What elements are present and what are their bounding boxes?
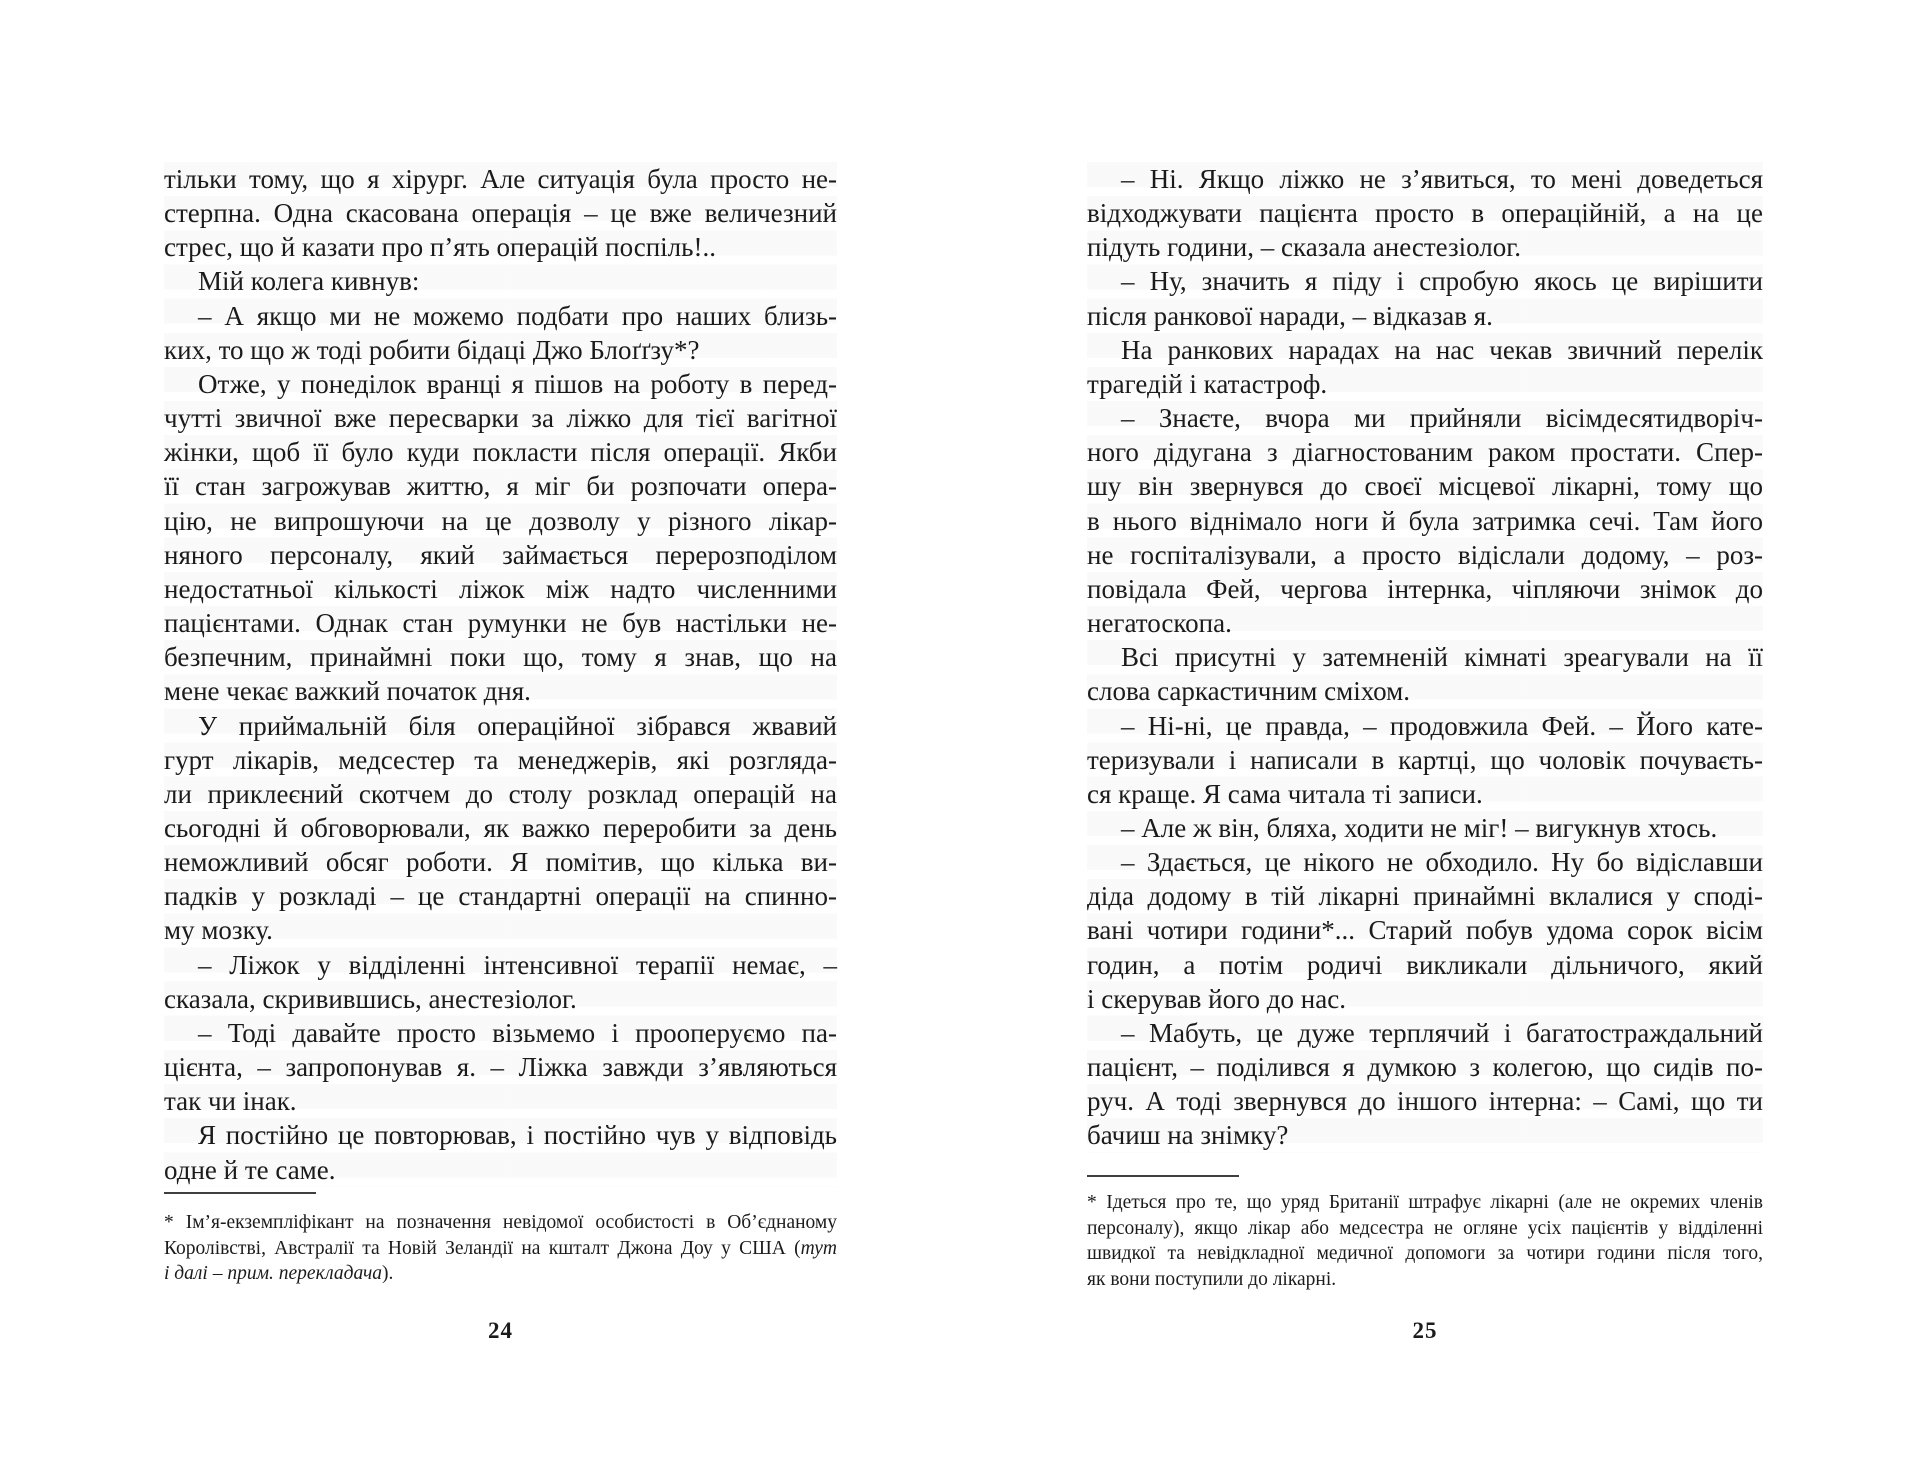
text-line: – Ні-ні, це правда, – продовжила Фей. – Його кате- (1121, 710, 1763, 741)
text-line: повідала Фей, чергова інтернка, чіпляючи знімок до (1087, 573, 1763, 604)
text-line: Всі присутні у затемненій кімнаті зреагували на її (1121, 642, 1763, 673)
text-line: і скерував його до нас. (1087, 983, 1346, 1014)
text-line: ких, то що ж тоді робити бідаці Джо Блоґґзу*? (164, 334, 700, 365)
text-line: в нього віднімало ноги й була затримка сечі. Там його (1087, 505, 1763, 536)
text-line: – Знаєте, вчора ми прийняли вісімдесятидворіч- (1121, 403, 1763, 434)
footnote-text (164, 1210, 837, 1287)
text-line: трагедій і катастроф. (1087, 368, 1328, 399)
text-line: недостатньої кількості ліжок між надто численними (164, 573, 837, 604)
text-line: її стан загрожував життю, я міг би розпочати опера- (164, 471, 837, 502)
text-line: підуть години, – сказала анестезіолог. (1087, 232, 1522, 263)
text-line: ли приклеєний скотчем до столу розклад операцій на (164, 778, 837, 809)
text-line: Королівстві, Австралії та Новій Зеландії на кшталт Джона Доу у США (тут (164, 1237, 837, 1259)
text-line: руч. А тоді звернувся до іншого інтерна: – Самі, що ти (1087, 1086, 1763, 1117)
text-line: няного персоналу, який займається перерозподілом (164, 539, 837, 570)
text-line: бачиш на знімку? (1087, 1120, 1289, 1151)
text-line: швидкої та невідкладної медичної допомоги за чотири години після того, (1087, 1243, 1763, 1264)
text-line: персоналу), якщо лікар або медсестра не огляне усіх пацієнтів у відділенні (1087, 1217, 1763, 1239)
text-line: шу він звернувся до своєї місцевої лікарні, тому що (1087, 471, 1763, 502)
text-line: одне й те саме. (164, 1154, 336, 1185)
text-line: не госпіталізували, а просто відіслали додому, – роз- (1087, 539, 1763, 570)
text-line: пацієнт, – поділився я думкою з колегою, що сидів по- (1087, 1052, 1763, 1083)
text-line: вані чотири години*... Старий побув удома сорок вісім (1087, 915, 1763, 946)
page-left (164, 162, 837, 1442)
text-line: ся краще. Я сама читала ті записи. (1087, 778, 1483, 809)
text-line: так чи інак. (164, 1086, 297, 1117)
text-line: ного дідугана з діагностованим раком простати. Спер- (1087, 437, 1763, 468)
text-line: – Ні. Якщо ліжко не з’явиться, то мені доведеться (1121, 164, 1763, 194)
page-number-left: 24 (488, 1318, 513, 1343)
page-right-footnote (1087, 1175, 1763, 1292)
text-line: – Здається, це нікого не обходило. Ну бо відіславши (1121, 847, 1763, 878)
page-left-footnote (164, 1192, 837, 1287)
text-line: тільки тому, що я хірург. Але ситуація була просто не- (164, 164, 837, 194)
text-line: * Ідеться про те, що уряд Британії штрафує лікарні (але не окремих членів (1087, 1192, 1763, 1213)
text-line: – Тоді давайте просто візьмемо і прооперуємо па- (198, 1017, 837, 1048)
text-line: цієнта, – запропонував я. – Ліжка завжди з’являються (164, 1052, 837, 1083)
text-line: – Мабуть, це дуже терплячий і багатостраждальний (1121, 1017, 1763, 1048)
text-line: Отже, у понеділок вранці я пішов на роботу в перед- (198, 368, 837, 399)
text-line: діда додому в тій лікарні принаймні вклалися у споді- (1087, 881, 1763, 912)
text-line: і далі – прим. перекладача). (164, 1263, 394, 1284)
text-line: – Але ж він, бляха, ходити не міг! – вигукнув хтось. (1121, 812, 1718, 843)
text-line: падків у розкладі – це стандартні операції на спинно- (164, 881, 837, 912)
text-line: гурт лікарів, медсестер та менеджерів, які розгляда- (164, 744, 837, 775)
text-line: відходжувати пацієнта просто в операційній, а на це (1087, 198, 1763, 229)
text-line: У приймальній біля операційної зібрався жвавий (198, 710, 837, 741)
footnote-text (1087, 1190, 1763, 1292)
text-line: На ранкових нарадах на нас чекав звичний перелік (1121, 334, 1763, 365)
page-right-body-text (1087, 162, 1763, 1153)
text-line: цію, не випрошуючи на це дозволу у різного лікар- (164, 505, 837, 536)
page-right (1087, 162, 1763, 1442)
text-line: стерпна. Одна скасована операція – це вже величезний (164, 198, 837, 229)
text-line: жінки, щоб її було куди покласти після операції. Якби (164, 437, 837, 468)
text-line: Мій колега кивнув: (198, 266, 420, 297)
text-line: безпечним, принаймні поки що, тому я знав, що на (164, 642, 837, 673)
text-line: мене чекає важкий початок дня. (164, 676, 531, 707)
page-number-right: 25 (1412, 1318, 1438, 1343)
text-line: му мозку. (164, 915, 273, 946)
text-line: чутті звичної вже пересварки за ліжко для тієї вагітної (164, 403, 837, 434)
text-line: сказала, скривившись, анестезіолог. (164, 983, 577, 1014)
page-left-body-text (164, 162, 837, 1187)
text-line: – А якщо ми не можемо подбати про наших близь- (198, 300, 837, 331)
text-line: сьогодні й обговорювали, як важко переробити за день (164, 812, 837, 843)
text-line: пацієнтами. Однак стан румунки не був настільки не- (164, 608, 837, 639)
text-line: – Ну, значить я піду і спробую якось це вирішити (1121, 266, 1763, 297)
footnote-rule (1087, 1175, 1239, 1177)
text-line: слова саркастичним сміхом. (1087, 676, 1410, 707)
text-line: негатоскопа. (1087, 608, 1232, 639)
text-line: годин, а потім родичі викликали дільничого, який (1087, 949, 1763, 980)
text-line: як вони поступили до лікарні. (1087, 1268, 1337, 1290)
footnote-rule (164, 1192, 316, 1194)
text-line: – Ліжок у відділенні інтенсивної терапії немає, – (198, 949, 837, 980)
text-line: * Ім’я-екземпліфікант на позначення невідомої особистості в Об’єднаному (164, 1212, 837, 1233)
text-line: теризували і написали в картці, що чоловік почуваєть- (1087, 744, 1763, 775)
text-line: неможливий обсяг роботи. Я помітив, що кілька ви- (164, 847, 837, 878)
text-line: після ранкової наради, – відказав я. (1087, 300, 1493, 331)
text-line: стрес, що й казати про п’ять операцій поспіль!.. (164, 232, 716, 263)
text-line: Я постійно це повторював, і постійно чув у відповідь (198, 1120, 837, 1151)
